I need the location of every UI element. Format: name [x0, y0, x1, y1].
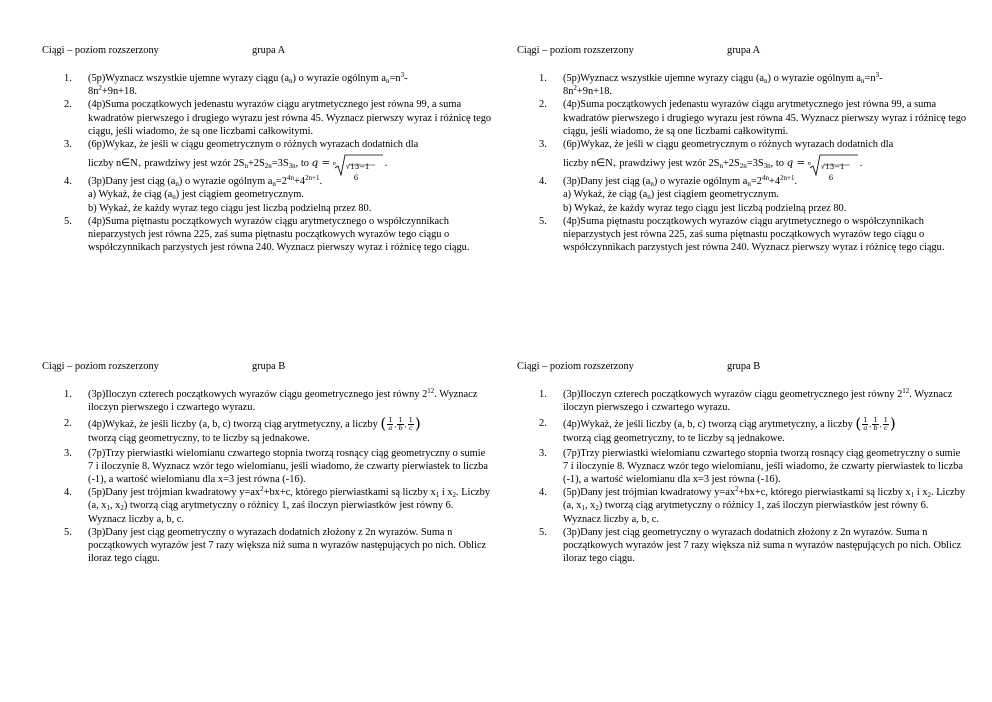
- task-list: [517, 72, 967, 254]
- task-5: 5. (3p)Dany jest ciąg geometryczny o wyrazach dodatnich złożony z 2n wyrazów. Suma n początkowych wyrazów jest 7 razy większa niż suma n wyrazów następujących po nich. Oblicz iloraz tego ciągu.: [539, 526, 962, 565]
- task-4: 4. (5p)Dany jest trójmian kwadratowy $y=ax^2+bx+c$, którego pierwiastkami są liczby $x_1$ i $x_2$. Liczby (a, $x_1$, $x_2$) tworzą ciąg arytmetyczny o różnicy 1, zaś iloczyn pierwiastków jest równy 6. Wyznacz liczby a, b, c.: [539, 485, 966, 525]
- task-3: 3. (7p)Trzy pierwiastki wielomianu czwartego stopnia tworzą rosnący ciąg geometryczny o sumie 7 i iloczynie 8. Wyznacz wzór tego wielomianu, jeśli wiadomo, że czwarty pierwiastek to liczba (-1), a wartość wielomianu dla x=3 jest równa (-16).: [64, 447, 488, 486]
- header-title: Ciągi – poziom rozszerzony: [517, 45, 634, 56]
- task-4: 4. (3p)Dany jest ciąg $(a_n)$ o wyrazie ogólnym $a_n=2^{4n}+4^{2n+1}$. a) Wykaż, że ciąg $(a_n)$ jest ciągiem geometrycznym. b) Wykaż, że każdy wyraz tego ciągu jest liczbą podzielną przez 80.: [539, 174, 847, 214]
- panel-header: [42, 44, 492, 58]
- reciprocals-formula: ( $\frac{1}{a}$ , $\frac{1}{b}$ , $\frac{1}{c}$ ): [380, 414, 421, 433]
- group-label: grupa A: [252, 45, 286, 56]
- task-3: 3. (6p)Wykaz, że jeśli w ciągu geometrycznym o różnych wyrazach dodatnich dla liczby $n\in N_+$ prawdziwy jest wzór $2S_n+2S_{2n}=3S_{3n}$, to q = n √13−1 6 .: [539, 139, 894, 182]
- task-1: 1. (5p)Wyznacz wszystkie ujemne wyrazy ciągu $(a_n)$ o wyrazie ogólnym $a_n=n^3-$ $8n^2+9n+18$.: [64, 71, 408, 98]
- nth-root-formula: n √13−1 6: [808, 152, 860, 176]
- panel-header: [517, 44, 967, 58]
- task-3: 3. (6p)Wykaz, że jeśli w ciągu geometrycznym o różnych wyrazach dodatnich dla liczby $n\in N_+$ prawdziwy jest wzór $2S_n+2S_{2n}=3S_{3n}$, to q = n √13−1 6 .: [64, 139, 419, 182]
- group-label: grupa B: [252, 361, 286, 372]
- task-2: 2. (4p)Wykaż, że jeśli liczby (a, b, c) tworzą ciąg arytmetyczny, a liczby ( $\frac{1}{a}$ , $\frac{1}{b}$ , $\frac{1}{c}$ ) tworzą ciąg geometryczny, to te liczby są jednakowe.: [64, 414, 421, 445]
- panel-group-a-left: [42, 44, 492, 254]
- task-5: 5. (4p)Suma piętnastu początkowych wyrazów ciągu arytmetycznego o współczynnikach nieparzystych jest równa 225, zaś suma piętnastu początkowych wyrazów tego ciągu o współczynnikach parzystych jest równa 240. Wyznacz pierwszy wyraz i różnicę tego ciągu.: [539, 215, 945, 254]
- task-2: 2. (4p)Suma początkowych jedenastu wyrazów ciągu arytmetycznego jest równa 99, a suma kwadratów pierwszego i drugiego wyrazu jest równa 45. Wyznacz pierwszy wyraz i różnicę tego ciągu, jeśli wiadomo, że są one liczbami całkowitymi.: [64, 99, 492, 137]
- group-label: grupa A: [727, 45, 761, 56]
- nth-root-formula: n √13−1 6: [333, 152, 385, 176]
- task-2: 2. (4p)Wykaż, że jeśli liczby (a, b, c) tworzą ciąg arytmetyczny, a liczby ( $\frac{1}{a}$ , $\frac{1}{b}$ , $\frac{1}{c}$ ) tworzą ciąg geometryczny, to te liczby są jednakowe.: [539, 414, 896, 445]
- task-3: 3. (7p)Trzy pierwiastki wielomianu czwartego stopnia tworzą rosnący ciąg geometryczny o sumie 7 i iloczynie 8. Wyznacz wzór tego wielomianu, jeśli wiadomo, że czwarty pierwiastek to liczba (-1), a wartość wielomianu dla x=3 jest równa (-16).: [539, 447, 963, 486]
- task-1: 1. (3p)Iloczyn czterech początkowych wyrazów ciągu geometrycznego jest równy $2^{12}$. Wyznacz iloczyn pierwszego i czwartego wyrazu.: [539, 387, 953, 414]
- panel-header: [42, 360, 492, 374]
- reciprocals-formula: ( $\frac{1}{a}$ , $\frac{1}{b}$ , $\frac{1}{c}$ ): [855, 414, 896, 433]
- task-4: 4. (5p)Dany jest trójmian kwadratowy $y=ax^2+bx+c$, którego pierwiastkami są liczby $x_1$ i $x_2$. Liczby (a, $x_1$, $x_2$) tworzą ciąg arytmetyczny o różnicy 1, zaś iloczyn pierwiastków jest równy 6. Wyznacz liczby a, b, c.: [64, 485, 491, 525]
- panel-group-a-right: [517, 44, 967, 254]
- header-title: Ciągi – poziom rozszerzony: [42, 361, 159, 372]
- task-5: 5. (3p)Dany jest ciąg geometryczny o wyrazach dodatnich złożony z 2n wyrazów. Suma n początkowych wyrazów jest 7 razy większa niż suma n wyrazów następujących po nich. Oblicz iloraz tego ciągu.: [64, 526, 487, 565]
- header-title: Ciągi – poziom rozszerzony: [517, 361, 634, 372]
- panel-group-b-left: [42, 360, 492, 565]
- task-1: 1. (5p)Wyznacz wszystkie ujemne wyrazy ciągu $(a_n)$ o wyrazie ogólnym $a_n=n^3-$ $8n^2+9n+18$.: [539, 71, 883, 98]
- q-formula: q =: [311, 157, 331, 170]
- panel-header: [517, 360, 967, 374]
- task-2: 2. (4p)Suma początkowych jedenastu wyrazów ciągu arytmetycznego jest równa 99, a suma kwadratów pierwszego i drugiego wyrazu jest równa 45. Wyznacz pierwszy wyraz i różnicę tego ciągu, jeśli wiadomo, że są one liczbami całkowitymi.: [539, 99, 967, 137]
- task-5: 5. (4p)Suma piętnastu początkowych wyrazów ciągu arytmetycznego o współczynnikach nieparzystych jest równa 225, zaś suma piętnastu początkowych wyrazów tego ciągu o współczynnikach parzystych jest równa 240. Wyznacz pierwszy wyraz i różnicę tego ciągu.: [64, 215, 470, 254]
- q-formula: q =: [786, 157, 806, 170]
- task-list: [42, 388, 492, 565]
- task-4: 4. (3p)Dany jest ciąg $(a_n)$ o wyrazie ogólnym $a_n=2^{4n}+4^{2n+1}$. a) Wykaż, że ciąg $(a_n)$ jest ciągiem geometrycznym. b) Wykaż, że każdy wyraz tego ciągu jest liczbą podzielną przez 80.: [64, 174, 372, 214]
- task-1: 1. (3p)Iloczyn czterech początkowych wyrazów ciągu geometrycznego jest równy $2^{12}$. Wyznacz iloczyn pierwszego i czwartego wyrazu.: [64, 387, 478, 414]
- panel-group-b-right: [517, 360, 967, 565]
- header-title: Ciągi – poziom rozszerzony: [42, 45, 159, 56]
- task-list: [517, 388, 967, 565]
- task-list: [42, 72, 492, 254]
- group-label: grupa B: [727, 361, 761, 372]
